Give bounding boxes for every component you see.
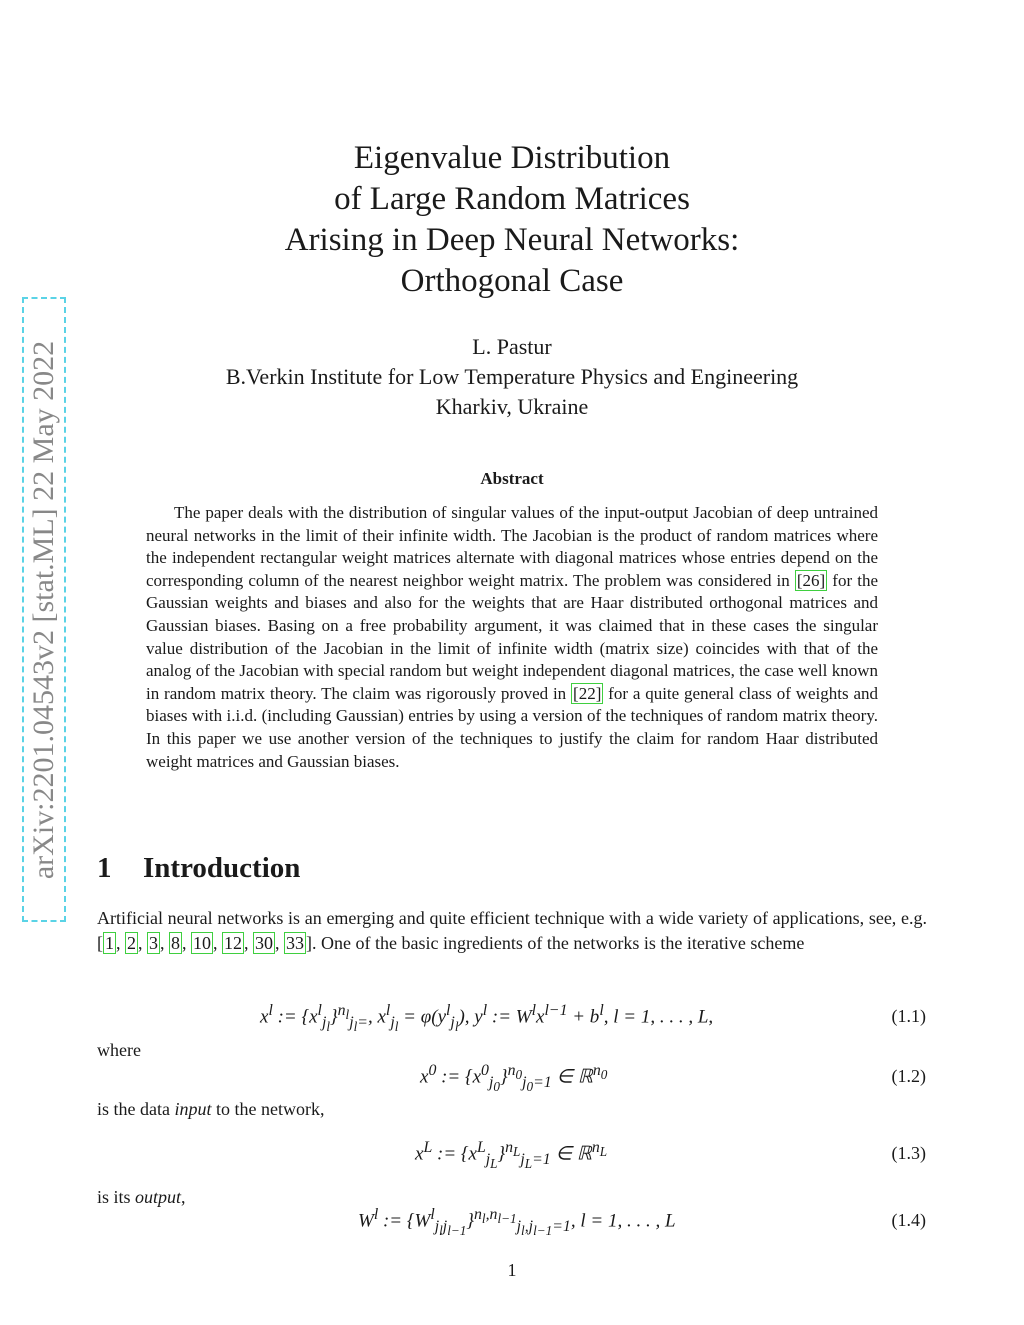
citation-link[interactable]: 10 <box>193 932 211 953</box>
citation-link[interactable]: 12 <box>224 932 242 953</box>
equation-number: (1.4) <box>891 1210 926 1230</box>
abstract-text: The paper deals with the distribution of singular values of the input-output Jacobian of deep untrained neural networks in the limit of their infinite width. The Jacobian is the product of random matrices where the independent rectangular weight matrices alternate with diagonal matrices whose entries depend on the corresponding column of the nearest neighbor weight matrix. The problem was considered in <box>146 503 878 590</box>
citation-link[interactable]: 1 <box>105 932 114 953</box>
citation-link[interactable]: 8 <box>171 932 180 953</box>
title-line: Arising in Deep Neural Networks: <box>284 222 740 258</box>
author-location: Kharkiv, Ukraine <box>435 394 589 419</box>
abstract-body <box>146 502 878 773</box>
title-line: Eigenvalue Distribution <box>353 140 671 176</box>
equation-1-3: $x^L$ := $\{x^L_{j_L}\}^{n_L}_{j_L=1}$ ∈ ℝ$^{n_L}$ <box>415 1139 608 1172</box>
title-line: of Large Random Matrices <box>334 181 690 217</box>
author-affiliation: B.Verkin Institute for Low Temperature Physics and Engineering <box>225 364 799 389</box>
author-name: L. Pastur <box>472 334 552 359</box>
citation-link[interactable]: 30 <box>255 932 273 953</box>
citation-link[interactable]: 2 <box>127 932 136 953</box>
abstract-text: for the Gaussian weights and biases and also for the weights that are Haar distributed orthogonal matrices and Gaussian biases. Basing on a free probability argument, it was claimed that in these cases the singular value distribution of the Jacobian in the limit of infinite width (matrix size) coincides with that of the analog of the Jacobian with special random but weight independent diagonal matrices, the case well known in random matrix theory. The claim was rigorously proved in <box>146 570 878 703</box>
equation-1-2: $x^0$ := $\{x^0_{j_0}\}^{n_0}_{j_0=1}$ ∈ ℝ$^{n_0}$ <box>420 1062 608 1095</box>
input-description: is the data input to the network, <box>97 1099 325 1119</box>
citation-link[interactable]: 3 <box>149 932 158 953</box>
author-block <box>0 332 1024 422</box>
citation-link[interactable]: [22] <box>573 683 602 703</box>
arxiv-stamp: arXiv:2201.04543v2 [stat.ML] 22 May 2022 <box>27 340 60 880</box>
section-title: Introduction <box>143 852 301 884</box>
equation-1-4: $W^l$ := $\{W^l_{j_lj_{l-1}}\}^{n_l,n_{l-1}}_{j_l,j_{l-1}=1}$, l = 1, . . . , L <box>358 1206 676 1239</box>
citation-link[interactable]: 33 <box>286 932 304 953</box>
where-text: where <box>97 1040 141 1060</box>
section-number: 1 <box>97 852 112 884</box>
citation-link[interactable]: [26] <box>796 570 826 590</box>
title-line: Orthogonal Case <box>400 263 624 299</box>
equation-number: (1.1) <box>891 1006 926 1026</box>
abstract-text: for a quite general class of weights and biases with i.i.d. (including Gaussian) entries by using a version of the techniques of random matrix theory. In this paper we use another version of the techniques to justify the claim for random Haar distributed weight matrices and Gaussian biases. <box>146 683 878 771</box>
section-heading <box>97 852 300 885</box>
abstract-heading: Abstract <box>480 469 544 488</box>
equation-1-1: $x^l$ := $\{x^l_{j_l}\}^{n_l}_{j_l=}$, $x^l_{j_l} = \varphi(y^l_{j_l})$, $y^l$ := $W^lx^{l-1} + b^l$, l = 1, . . . , L, <box>260 1002 714 1035</box>
paper-title <box>0 138 1024 302</box>
equation-number: (1.2) <box>891 1066 926 1086</box>
equation-number: (1.3) <box>891 1143 926 1163</box>
output-description: is its output, <box>97 1187 186 1207</box>
page-number: 1 <box>507 1260 517 1280</box>
intro-paragraph: Artificial neural networks is an emerging and quite efficient technique with a wide variety of applications, see, e.g. [ 1 , 2 , 3 , 8 , 10 , 12 , 30 , 33 ]. One of the basic ingredients of the networks is the iterative scheme <box>97 908 927 953</box>
